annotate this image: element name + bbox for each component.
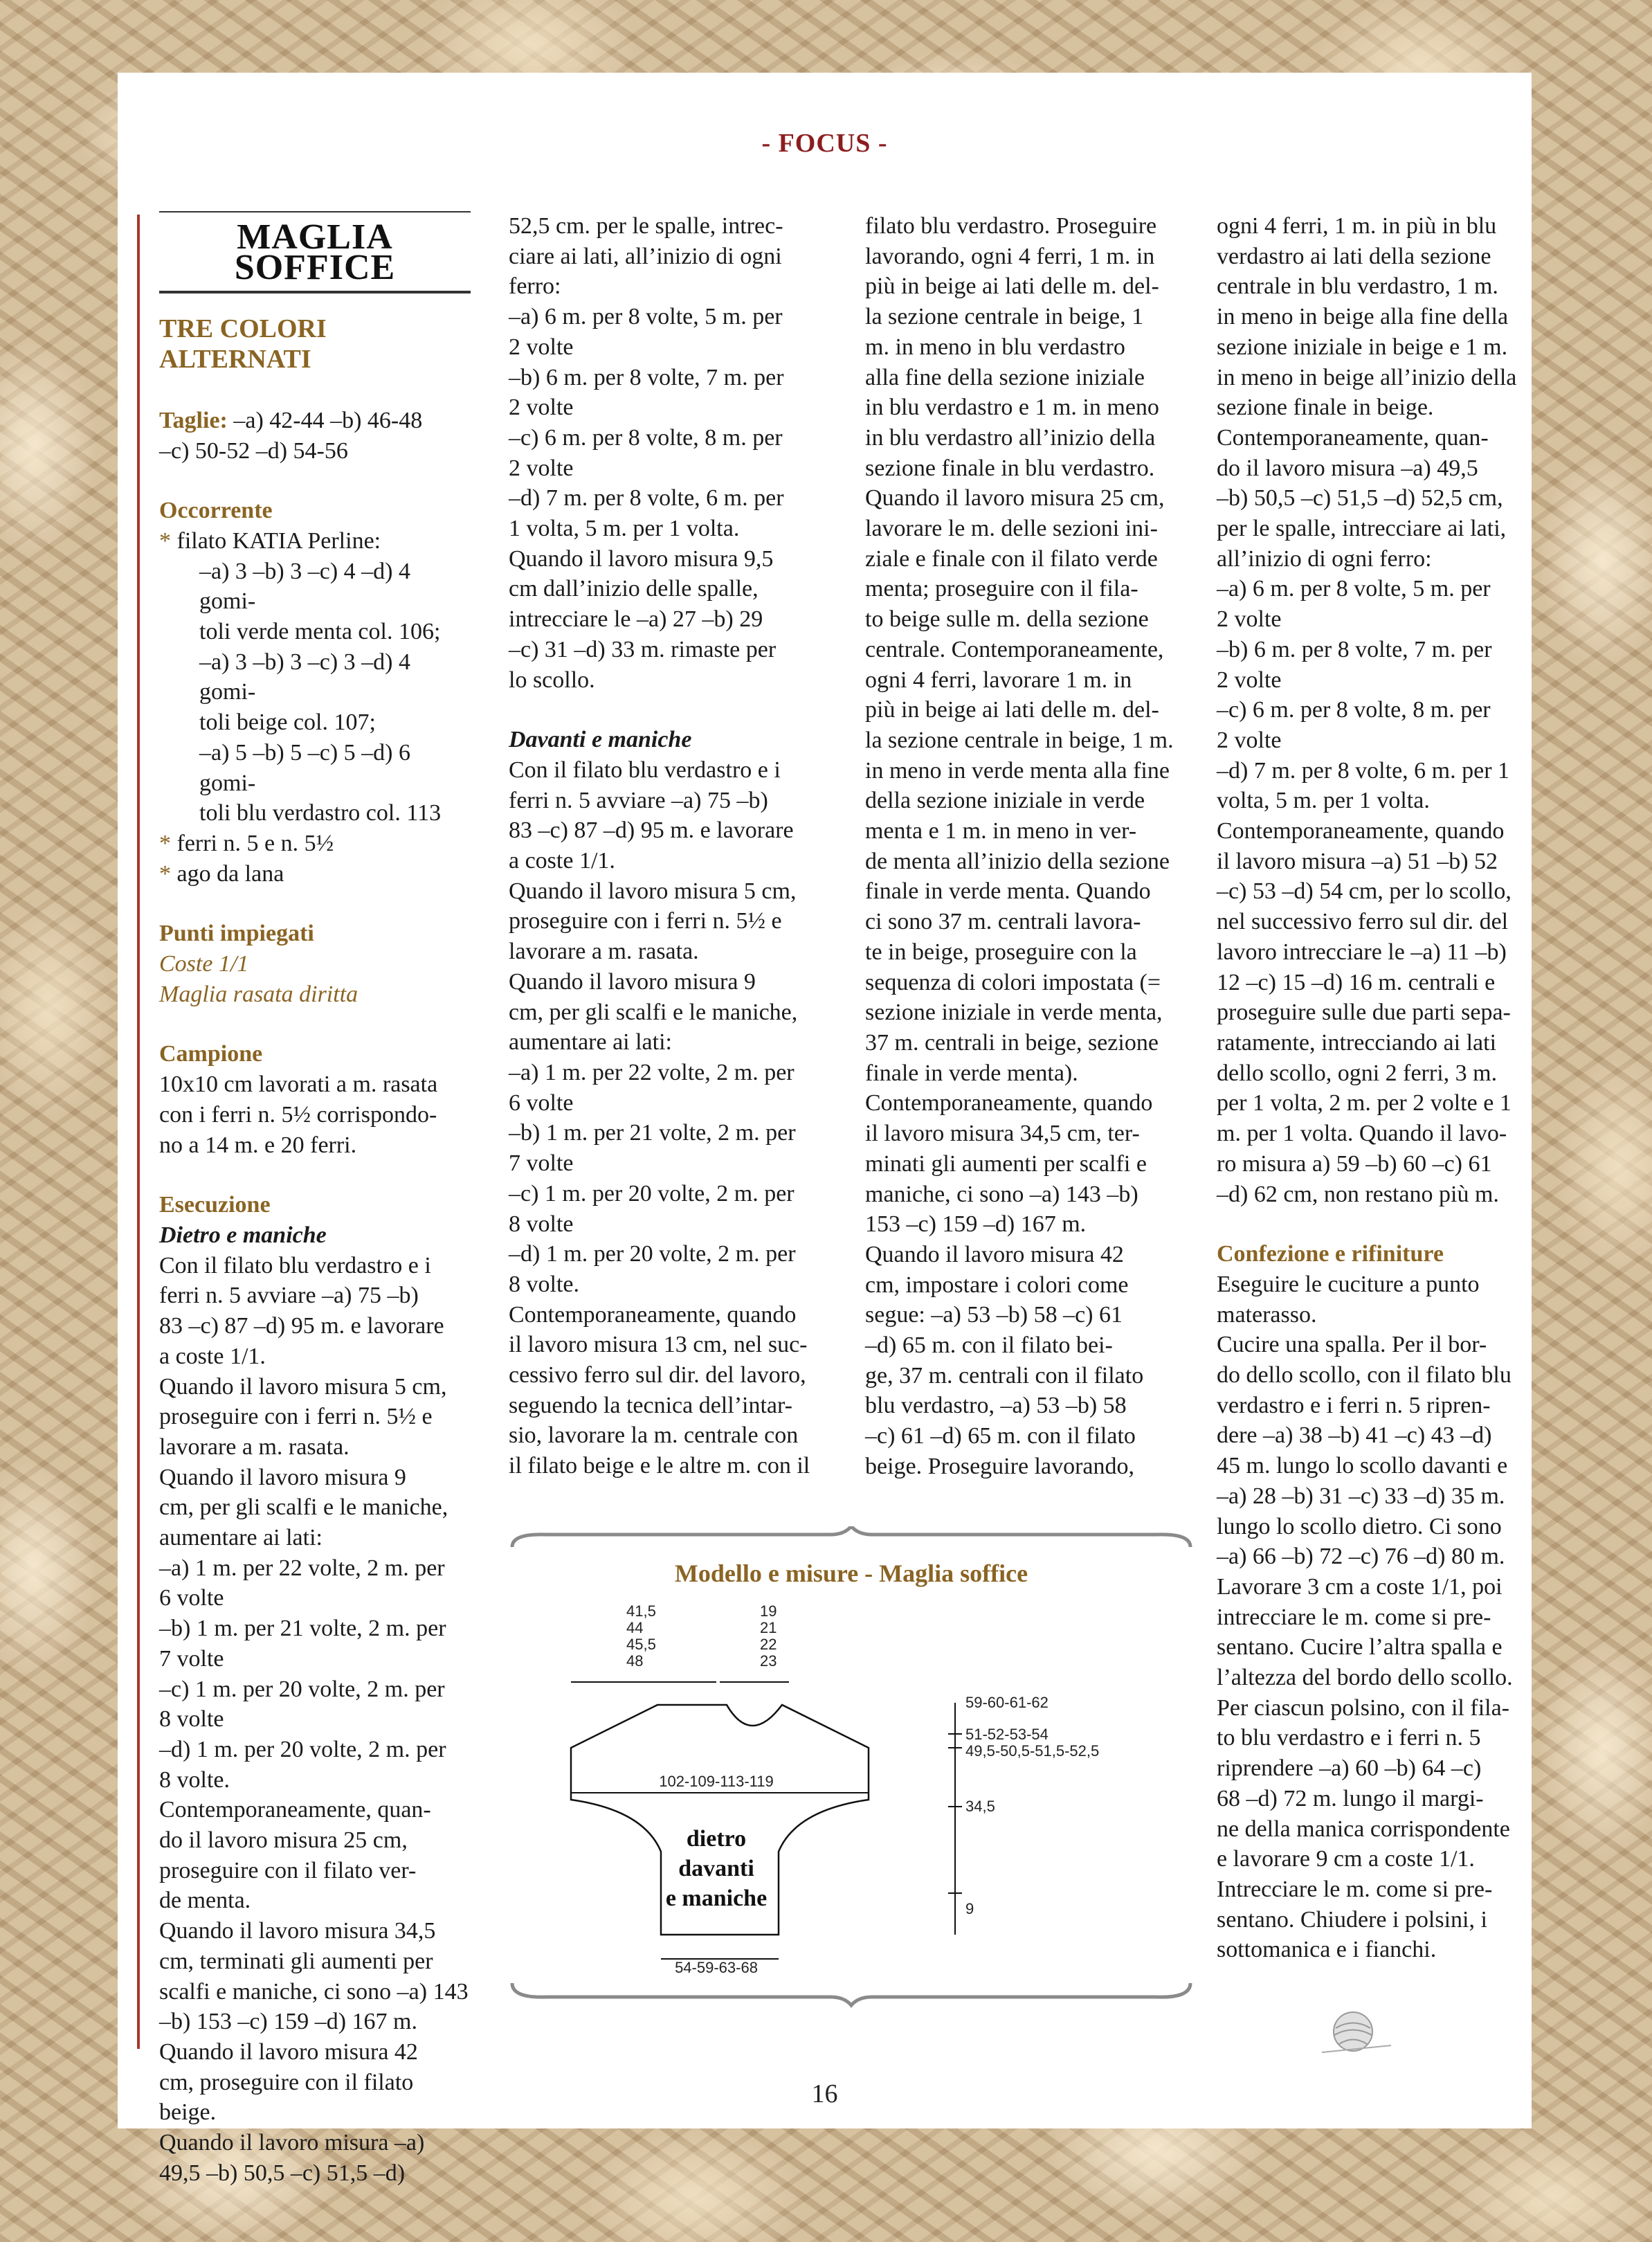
column-1: [159, 211, 471, 2188]
text-line: lo scollo.: [509, 667, 595, 693]
text-line: 7 volte: [509, 1150, 574, 1177]
text-line: ferri n. 5 avviare –a) 75 –b): [159, 1283, 419, 1309]
text-line: 12 –c) 15 –d) 16 m. centrali e: [1217, 969, 1496, 995]
text-line: ratamente, intrecciando ai lati: [1217, 1029, 1497, 1056]
text-line: 2 volte: [1217, 606, 1282, 633]
text-line: –a) 6 m. per 8 volte, 5 m. per: [1217, 576, 1491, 602]
text-line: il lavoro misura –a) 51 –b) 52: [1217, 848, 1498, 874]
text-line: riprendere –a) 60 –b) 64 –c): [1217, 1755, 1482, 1782]
text-line: segue: –a) 53 –b) 58 –c) 61: [865, 1302, 1123, 1328]
text-line: –c) 61 –d) 65 m. con il filato: [865, 1423, 1136, 1449]
text-line: nel successivo ferro sul dir. del: [1217, 909, 1509, 935]
text-line: –a) 28 –b) 31 –c) 33 –d) 35 m.: [1217, 1483, 1505, 1509]
neck-width-d: 23: [760, 1652, 777, 1670]
text-line: 49,5 –b) 50,5 –c) 51,5 –d): [159, 2160, 406, 2186]
text-line: lavorare a m. rasata.: [509, 939, 699, 965]
text-line: Quando il lavoro misura 9: [159, 1464, 406, 1490]
text-line: –a) 1 m. per 22 volte, 2 m. per: [159, 1555, 445, 1581]
text-line: aumentare ai lati:: [159, 1525, 323, 1551]
occorrente-heading: Occorrente: [159, 498, 273, 524]
col3-body-text: [865, 211, 1177, 1482]
text-line: Contemporaneamente, quan-: [1217, 424, 1489, 451]
left-rule-divider: [137, 215, 140, 2049]
text-line: 2 volte: [509, 334, 574, 360]
text-line: Cucire una spalla. Per il bor-: [1217, 1332, 1487, 1358]
text-line: il filato beige e le altre m. con il: [509, 1453, 810, 1479]
text-line: 8 volte.: [159, 1766, 230, 1793]
text-line: la sezione centrale in beige, 1: [865, 304, 1144, 330]
height-rib-label: 9: [965, 1900, 974, 1917]
text-line: –a) 66 –b) 72 –c) 76 –d) 80 m.: [1217, 1544, 1505, 1570]
text-line: Con il filato blu verdastro e i: [159, 1252, 431, 1278]
text-line: 2 volte: [509, 455, 574, 481]
punti-item: Coste 1/1: [159, 951, 249, 977]
text-line: proseguire con il filato ver-: [159, 1857, 417, 1883]
yarn-ball-icon: [1315, 2004, 1398, 2059]
brace-top: [512, 1526, 1190, 1547]
text-line: –c) 1 m. per 20 volte, 2 m. per: [159, 1676, 445, 1702]
text-line: –c) 31 –d) 33 m. rimaste per: [509, 636, 777, 662]
text-line: m. in meno in blu verdastro: [865, 334, 1125, 360]
text-line: in blu verdastro all’inizio della: [865, 424, 1156, 451]
text-line: Eseguire le cuciture a punto: [1217, 1271, 1480, 1297]
taglie-values-1: –a) 42-44 –b) 46-48: [227, 407, 423, 433]
text-line: ferro:: [509, 273, 561, 300]
text-line: il lavoro misura 34,5 cm, ter-: [865, 1121, 1140, 1147]
shoulder-width-c: 45,5: [626, 1636, 656, 1653]
campione-line: 10x10 cm lavorati a m. rasata: [159, 1072, 438, 1098]
text-line: cm, impostare i colori come: [865, 1272, 1129, 1298]
text-line: Quando il lavoro misura 42: [159, 2038, 418, 2065]
text-line: seguendo la tecnica dell’intar-: [509, 1392, 792, 1418]
column-3: [865, 211, 1177, 1482]
text-line: lavorando, ogni 4 ferri, 1 m. in: [865, 243, 1155, 269]
col4-body-text-a: [1217, 211, 1528, 1209]
text-line: sezione iniziale in verde menta,: [865, 1000, 1163, 1026]
text-line: ne della manica corrispondente: [1217, 1816, 1510, 1842]
dietro-heading: Dietro e maniche: [159, 1222, 327, 1248]
text-line: –b) 1 m. per 21 volte, 2 m. per: [509, 1120, 796, 1146]
text-line: sio, lavorare la m. centrale con: [509, 1422, 799, 1449]
text-line: te in beige, proseguire con la: [865, 939, 1137, 965]
text-line: la sezione centrale in beige, 1 m.: [865, 727, 1174, 753]
text-line: sezione finale in blu verdastro.: [865, 455, 1155, 481]
text-line: più in beige ai lati delle m. del-: [865, 697, 1159, 723]
text-line: –a) 6 m. per 8 volte, 5 m. per: [509, 304, 783, 330]
text-line: ciare ai lati, all’inizio di ogni: [509, 243, 782, 269]
text-line: in meno in verde menta alla fine: [865, 757, 1170, 784]
text-line: lavorare a m. rasata.: [159, 1434, 350, 1460]
text-line: blu verdastro, –a) 53 –b) 58: [865, 1393, 1127, 1419]
text-line: proseguire sulle due parti sepa-: [1217, 1000, 1511, 1026]
text-line: –b) 50,5 –c) 51,5 –d) 52,5 cm,: [1217, 485, 1503, 512]
text-line: Quando il lavoro misura 9,5: [509, 545, 774, 572]
text-line: sezione iniziale in beige e 1 m.: [1217, 334, 1508, 360]
text-line: 52,5 cm. per le spalle, intrec-: [509, 213, 783, 239]
campione-line: con i ferri n. 5½ corrispondo-: [159, 1101, 437, 1128]
text-line: e lavorare 9 cm a coste 1/1.: [1217, 1846, 1475, 1872]
shoulder-width-b: 44: [626, 1619, 644, 1636]
text-line: dere –a) 38 –b) 41 –c) 43 –d): [1217, 1422, 1492, 1449]
piece-label-3: e maniche: [665, 1886, 768, 1911]
text-line: 6 volte: [159, 1585, 224, 1611]
height-neck-label: 51-52-53-54: [965, 1726, 1049, 1743]
text-line: Quando il lavoro misura 42: [865, 1241, 1124, 1267]
text-line: 45 m. lungo lo scollo davanti e: [1217, 1453, 1508, 1479]
text-line: materasso.: [1217, 1301, 1317, 1328]
text-line: a coste 1/1.: [509, 848, 615, 874]
text-line: cessivo ferro sul dir. del lavoro,: [509, 1362, 806, 1389]
text-line: proseguire con i ferri n. 5½ e: [159, 1404, 433, 1430]
text-line: Quando il lavoro misura –a): [159, 2130, 425, 2156]
text-line: Intrecciare le m. come si pre-: [1217, 1876, 1493, 1902]
confezione-heading: Confezione e rifiniture: [1217, 1241, 1444, 1267]
text-line: beige. Proseguire lavorando,: [865, 1453, 1134, 1479]
text-line: –d) 7 m. per 8 volte, 6 m. per 1: [1217, 757, 1510, 784]
page-number: 16: [811, 2079, 838, 2108]
text-line: –d) 1 m. per 20 volte, 2 m. per: [509, 1241, 796, 1267]
text-line: 8 volte: [159, 1706, 224, 1733]
text-line: in meno in beige alla fine della: [1217, 304, 1509, 330]
text-line: 37 m. centrali in beige, sezione: [865, 1029, 1159, 1056]
text-line: Quando il lavoro misura 25 cm,: [865, 485, 1165, 512]
text-line: –c) 53 –d) 54 cm, per lo scollo,: [1217, 878, 1512, 905]
text-line: l’altezza del bordo dello scollo.: [1217, 1665, 1513, 1691]
text-line: Con il filato blu verdastro e i: [509, 757, 781, 783]
text-line: finale in verde menta. Quando: [865, 878, 1151, 905]
text-line: Contemporaneamente, quando: [1217, 818, 1505, 844]
text-line: proseguire con i ferri n. 5½ e: [509, 908, 782, 934]
page: [118, 73, 1532, 2186]
punti-heading: Punti impiegati: [159, 921, 314, 947]
text-line: do dello scollo, con il filato blu: [1217, 1362, 1512, 1389]
shoulder-width-a: 41,5: [626, 1602, 656, 1620]
text-line: 7 volte: [159, 1645, 224, 1672]
neck-width-b: 21: [760, 1619, 777, 1636]
text-line: 8 volte: [509, 1211, 574, 1237]
col2-body-text-b: [509, 755, 820, 1481]
text-line: –a) 1 m. per 22 volte, 2 m. per: [509, 1059, 795, 1085]
text-line: 1 volta, 5 m. per 1 volta.: [509, 516, 740, 542]
text-line: Per ciascun polsino, con il fila-: [1217, 1694, 1510, 1721]
text-line: della sezione iniziale in verde: [865, 788, 1145, 814]
shoulder-width-d: 48: [626, 1652, 644, 1670]
text-line: –c) 1 m. per 20 volte, 2 m. per: [509, 1180, 795, 1206]
text-line: ge, 37 m. centrali con il filato: [865, 1362, 1144, 1389]
text-line: –b) 153 –c) 159 –d) 167 m.: [159, 2009, 418, 2035]
text-line: sezione finale in beige.: [1217, 395, 1434, 421]
text-line: minati gli aumenti per scalfi e: [865, 1150, 1147, 1177]
text-line: –b) 6 m. per 8 volte, 7 m. per: [1217, 636, 1492, 662]
occ-item: * filato KATIA Perline:: [159, 527, 381, 554]
brace-bottom: [512, 1983, 1190, 2005]
text-line: ferri n. 5 avviare –a) 75 –b): [509, 787, 768, 813]
occ-item: –a) 3 –b) 3 –c) 3 –d) 4 gomi-: [199, 649, 410, 705]
text-line: verdastro ai lati della sezione: [1217, 243, 1491, 269]
taglie-label: Taglie:: [159, 407, 228, 433]
text-line: –d) 1 m. per 20 volte, 2 m. per: [159, 1736, 446, 1762]
col4-body-text-b: [1217, 1269, 1528, 1965]
text-line: 83 –c) 87 –d) 95 m. e lavorare: [159, 1313, 444, 1339]
text-line: centrale in blu verdastro, 1 m.: [1217, 273, 1498, 300]
text-line: lungo lo scollo dietro. Ci sono: [1217, 1513, 1502, 1539]
article-subtitle: TRE COLORI ALTERNATI: [159, 314, 327, 374]
text-line: ci sono 37 m. centrali lavora-: [865, 909, 1141, 935]
height-total-label: 59-60-61-62: [965, 1694, 1049, 1711]
text-line: 2 volte: [1217, 667, 1282, 693]
height-shoulder-label: 49,5-50,5-51,5-52,5: [965, 1742, 1100, 1760]
esecuzione-heading: Esecuzione: [159, 1192, 271, 1218]
column-4: [1217, 211, 1528, 1965]
text-line: a coste 1/1.: [159, 1343, 266, 1369]
text-line: volta, 5 m. per 1 volta.: [1217, 788, 1430, 814]
campione-line: no a 14 m. e 20 ferri.: [159, 1132, 357, 1158]
piece-label-2: davanti: [678, 1856, 754, 1881]
text-line: cm dall’inizio delle spalle,: [509, 576, 759, 602]
text-line: sentano. Cucire l’altra spalla e: [1217, 1634, 1503, 1661]
text-line: 6 volte: [509, 1090, 574, 1116]
text-line: più in beige ai lati delle m. del-: [865, 273, 1159, 300]
text-line: ogni 4 ferri, lavorare 1 m. in: [865, 667, 1132, 693]
occ-item: * ferri n. 5 e n. 5½: [159, 830, 334, 856]
text-line: beige.: [159, 2099, 217, 2126]
text-line: 153 –c) 159 –d) 167 m.: [865, 1211, 1087, 1238]
text-line: –b) 1 m. per 21 volte, 2 m. per: [159, 1616, 446, 1642]
text-line: 68 –d) 72 m. lungo il margi-: [1217, 1785, 1484, 1811]
punti-item: Maglia rasata diritta: [159, 981, 358, 1007]
text-line: –d) 7 m. per 8 volte, 6 m. per: [509, 485, 784, 512]
text-line: de menta all’inizio della sezione: [865, 848, 1170, 874]
text-line: Lavorare 3 cm a coste 1/1, poi: [1217, 1573, 1503, 1600]
text-line: Quando il lavoro misura 34,5: [159, 1918, 436, 1944]
occ-item: toli verde menta col. 106;: [199, 619, 441, 645]
text-line: sottomanica e i fianchi.: [1217, 1937, 1437, 1963]
text-line: filato blu verdastro. Proseguire: [865, 213, 1157, 239]
col1-body-text: [159, 1251, 471, 2189]
text-line: sequenza di colori impostata (=: [865, 969, 1161, 995]
text-line: lavoro intrecciare le –a) 11 –b): [1217, 939, 1507, 965]
text-line: verdastro e i ferri n. 5 ripren-: [1217, 1392, 1491, 1418]
text-line: –d) 62 cm, non restano più m.: [1217, 1181, 1499, 1207]
text-line: Contemporaneamente, quando: [865, 1090, 1153, 1117]
text-line: menta; proseguire con il fila-: [865, 576, 1138, 602]
text-line: sentano. Chiudere i polsini, i: [1217, 1906, 1487, 1933]
text-line: 2 volte: [1217, 727, 1282, 753]
text-line: do il lavoro misura –a) 49,5: [1217, 455, 1478, 481]
text-line: ogni 4 ferri, 1 m. in più in blu: [1217, 213, 1497, 239]
neck-width-a: 19: [760, 1602, 777, 1620]
text-line: –b) 6 m. per 8 volte, 7 m. per: [509, 364, 784, 390]
occ-item: toli beige col. 107;: [199, 709, 376, 736]
text-line: centrale. Contemporaneamente,: [865, 636, 1164, 662]
text-line: m. per 1 volta. Quando il lavo-: [1217, 1121, 1507, 1147]
text-line: aumentare ai lati:: [509, 1029, 672, 1056]
text-line: intrecciare le –a) 27 –b) 29: [509, 606, 763, 633]
piece-label-1: dietro: [686, 1826, 747, 1852]
text-line: in meno in beige all’inizio della: [1217, 364, 1517, 390]
text-line: 2 volte: [509, 395, 574, 421]
title-rule-bottom: [159, 291, 471, 293]
neck-width-c: 22: [760, 1636, 777, 1653]
text-line: per 1 volta, 2 m. per 2 volte e 1: [1217, 1090, 1512, 1117]
occ-item: –a) 5 –b) 5 –c) 5 –d) 6 gomi-: [199, 739, 410, 796]
text-line: Quando il lavoro misura 5 cm,: [159, 1373, 447, 1400]
text-line: cm, proseguire con il filato: [159, 2069, 414, 2095]
text-line: –d) 65 m. con il filato bei-: [865, 1332, 1113, 1359]
text-line: do il lavoro misura 25 cm,: [159, 1827, 408, 1854]
text-line: cm, per gli scalfi e le maniche,: [509, 999, 798, 1025]
column-2: [509, 211, 820, 1481]
text-line: ziale e finale con il filato verde: [865, 545, 1158, 572]
text-line: in blu verdastro e 1 m. in meno: [865, 395, 1159, 421]
text-line: 83 –c) 87 –d) 95 m. e lavorare: [509, 817, 794, 844]
text-line: –c) 6 m. per 8 volte, 8 m. per: [509, 424, 783, 451]
text-line: ro misura a) 59 –b) 60 –c) 61: [1217, 1150, 1492, 1177]
total-width-label: 102-109-113-119: [659, 1773, 774, 1790]
taglie-values-2: –c) 50-52 –d) 54-56: [159, 437, 348, 464]
text-line: –c) 6 m. per 8 volte, 8 m. per: [1217, 697, 1491, 723]
text-line: Contemporaneamente, quan-: [159, 1797, 431, 1823]
text-line: per le spalle, intrecciare ai lati,: [1217, 516, 1507, 542]
text-line: maniche, ci sono –a) 143 –b): [865, 1181, 1138, 1207]
campione-heading: Campione: [159, 1041, 263, 1067]
text-line: 8 volte.: [509, 1271, 579, 1297]
text-line: scalfi e maniche, ci sono –a) 143: [159, 1978, 469, 2005]
article-title: MAGLIA SOFFICE: [234, 217, 396, 287]
text-line: Contemporaneamente, quando: [509, 1301, 797, 1328]
schematic-diagram: [505, 1526, 1197, 2011]
davanti-heading: Davanti e maniche: [509, 727, 692, 753]
text-line: intrecciare le m. come si pre-: [1217, 1604, 1491, 1630]
text-line: Quando il lavoro misura 5 cm,: [509, 878, 797, 904]
bottom-width-label: 54-59-63-68: [675, 1959, 758, 1976]
text-line: Quando il lavoro misura 9: [509, 968, 756, 995]
text-line: menta e 1 m. in meno in ver-: [865, 818, 1137, 844]
text-line: cm, per gli scalfi e le maniche,: [159, 1494, 448, 1521]
text-line: dello scollo, ogni 2 ferri, 3 m.: [1217, 1060, 1498, 1086]
height-armhole-label: 34,5: [965, 1798, 995, 1815]
text-line: all’inizio di ogni ferro:: [1217, 545, 1432, 572]
text-line: il lavoro misura 13 cm, nel suc-: [509, 1332, 808, 1358]
section-header: - FOCUS -: [761, 129, 888, 158]
text-line: to beige sulle m. della sezione: [865, 606, 1149, 633]
occ-item: toli blu verdastro col. 113: [199, 800, 442, 826]
text-line: alla fine della sezione iniziale: [865, 364, 1145, 390]
taglie-line: [159, 406, 471, 436]
occ-item: * ago da lana: [159, 860, 284, 887]
text-line: de menta.: [159, 1888, 251, 1914]
occ-item: –a) 3 –b) 3 –c) 4 –d) 4 gomi-: [199, 558, 410, 615]
text-line: finale in verde menta).: [865, 1060, 1078, 1086]
text-line: cm, terminati gli aumenti per: [159, 1948, 433, 1974]
text-line: lavorare le m. delle sezioni ini-: [865, 516, 1158, 542]
text-line: to blu verdastro e i ferri n. 5: [1217, 1725, 1481, 1751]
col2-body-text-a: [509, 211, 820, 695]
diagram-title: Modello e misure - Maglia soffice: [674, 1560, 1028, 1587]
